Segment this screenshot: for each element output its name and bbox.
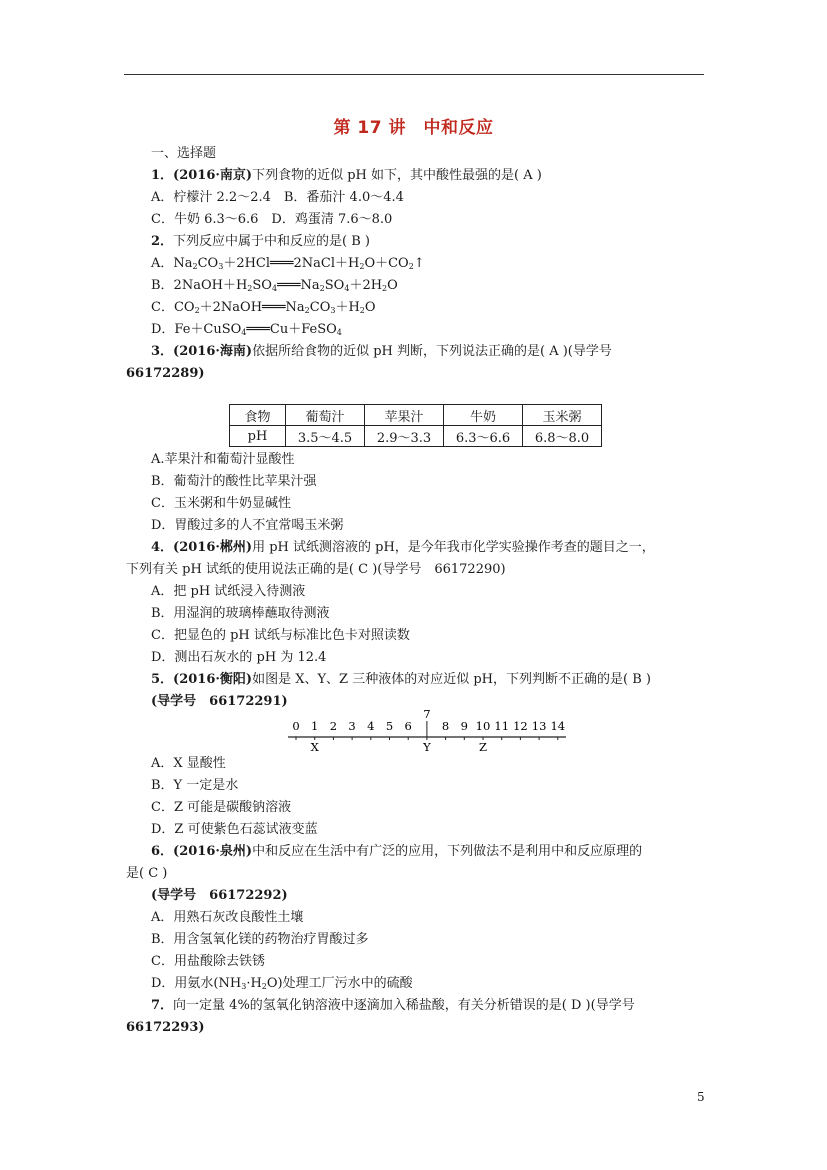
question-1-stem: 1．(2016·南京)下列食物的近似 pH 如下，其中酸性最强的是( A ) <box>151 168 542 183</box>
table-cell: 3.5～4.5 <box>286 426 365 447</box>
page-number: 5 <box>697 1090 705 1104</box>
table-cell: 牛奶 <box>444 405 523 426</box>
question-6-option-c: C．用盐酸除去铁锈 <box>151 954 265 969</box>
scale-point-label: Y <box>423 740 431 754</box>
question-5-option-b: B．Y 一定是水 <box>151 778 239 793</box>
scale-tick-label: 5 <box>385 719 394 733</box>
question-7-stem: 7．向一定量 4%的氢氧化钠溶液中逐滴加入稀盐酸，有关分析错误的是( D )(导学号 <box>151 998 635 1013</box>
scale-tick-label: 2 <box>329 719 338 733</box>
table-cell: 2.9～3.3 <box>365 426 444 447</box>
table-cell: 苹果汁 <box>365 405 444 426</box>
question-6-stem: 6．(2016·泉州)中和反应在生活中有广泛的应用，下列做法不是利用中和反应原理的 <box>151 844 643 859</box>
scale-tick-label: 4 <box>367 719 375 733</box>
table-cell: 6.3～6.6 <box>444 426 523 447</box>
scale-tick-label: 12 <box>513 719 528 733</box>
scale-tick-label: 6 <box>404 719 412 733</box>
question-2-stem: 2．下列反应中属于中和反应的是( B ) <box>151 234 371 249</box>
question-4-option-a: A．把 pH 试纸浸入待测液 <box>151 584 306 599</box>
question-1-options-cd: C．牛奶 6.3～6.6 D．鸡蛋清 7.6～8.0 <box>151 212 393 227</box>
table-cell: 食物 <box>230 405 286 426</box>
question-4-stem-line2: 下列有关 pH 试纸的使用说法正确的是( C )(导学号 66172290) <box>126 562 506 577</box>
scale-tick-label: 3 <box>348 719 356 733</box>
question-5-option-d: D．Z 可使紫色石蕊试液变蓝 <box>151 822 318 837</box>
question-6-stem-line2: 是( C ) <box>126 866 168 881</box>
table-cell: 葡萄汁 <box>286 405 365 426</box>
question-1-options-ab: A．柠檬汁 2.2～2.4 B．番茄汁 4.0～4.4 <box>151 190 404 205</box>
question-3-option-c: C．玉米粥和牛奶显碱性 <box>151 496 291 511</box>
scale-tick-label: 14 <box>550 719 566 733</box>
scale-tick-label: 10 <box>475 719 491 733</box>
question-6-code: (导学号 66172292) <box>151 888 288 903</box>
question-4-option-c: C．把显色的 pH 试纸与标准比色卡对照读数 <box>151 628 410 643</box>
question-6-option-a: A．用熟石灰改良酸性土壤 <box>151 910 304 925</box>
question-4-option-b: B．用湿润的玻璃棒蘸取待测液 <box>151 606 330 621</box>
question-3-option-b: B．葡萄汁的酸性比苹果汁强 <box>151 474 317 489</box>
table-cell: 玉米粥 <box>523 405 602 426</box>
question-7-code: 66172293) <box>126 1020 205 1035</box>
question-5-stem: 5．(2016·衡阳)如图是 X、Y、Z 三种液体的对应近似 pH，下列判断不正确的是( B ) <box>151 672 651 687</box>
scale-point-label: X <box>310 740 319 754</box>
question-5-option-c: C．Z 可能是碳酸钠溶液 <box>151 800 292 815</box>
page-title: 第 17 讲 中和反应 <box>333 118 494 138</box>
scale-tick-label: 11 <box>494 719 510 733</box>
scale-tick-label: 13 <box>531 719 547 733</box>
question-3-option-d: D．胃酸过多的人不宜常喝玉米粥 <box>151 518 344 533</box>
question-6-option-d: D．用氨水$(NH_3\cdot H_2O)$处理工厂污水中的硫酸 <box>151 976 413 991</box>
question-6-option-b: B．用含氢氧化镁的药物治疗胃酸过多 <box>151 932 369 947</box>
question-4-stem: 4．(2016·郴州)用 pH 试纸测溶液的 pH，是今年我市化学实验操作考查的题目之一， <box>151 540 655 555</box>
question-3-code: 66172289) <box>126 366 205 381</box>
question-5-option-a: A．X 显酸性 <box>151 756 226 771</box>
question-2-option-a: A．$Na_2CO_3+2HCl═══2NaCl+H_2O+CO_2↑$ <box>151 256 425 271</box>
scale-tick-label: 7 <box>423 707 431 721</box>
scale-tick-label: 0 <box>292 719 300 733</box>
scale-tick-label: 1 <box>311 719 319 733</box>
scale-tick-label: 9 <box>460 719 468 733</box>
question-2-option-b: B．$2NaOH+H_2SO_4═══Na_2SO_4+2H_2O$ <box>151 278 398 293</box>
table-cell: pH <box>230 426 286 447</box>
table-cell: 6.8～8.0 <box>523 426 602 447</box>
question-3-stem: 3．(2016·海南)依据所给食物的近似 pH 判断，下列说法正确的是( A )(导学号 <box>151 344 612 359</box>
scale-tick-label: 8 <box>441 719 450 733</box>
question-4-option-d: D．测出石灰水的 pH 为 12.4 <box>151 650 327 665</box>
section-heading: 一、选择题 <box>151 146 217 161</box>
question-3-option-a: A.苹果汁和葡萄汁显酸性 <box>151 452 295 467</box>
scale-point-label: Z <box>479 740 487 754</box>
question-5-code: (导学号 66172291) <box>151 694 288 709</box>
question-2-option-d: D．Fe＋CuSO$_4$═══Cu＋FeSO$_4$ <box>151 322 342 337</box>
question-2-option-c: C．$CO_2+2NaOH═══Na_2CO_3+H_2O$ <box>151 300 376 315</box>
